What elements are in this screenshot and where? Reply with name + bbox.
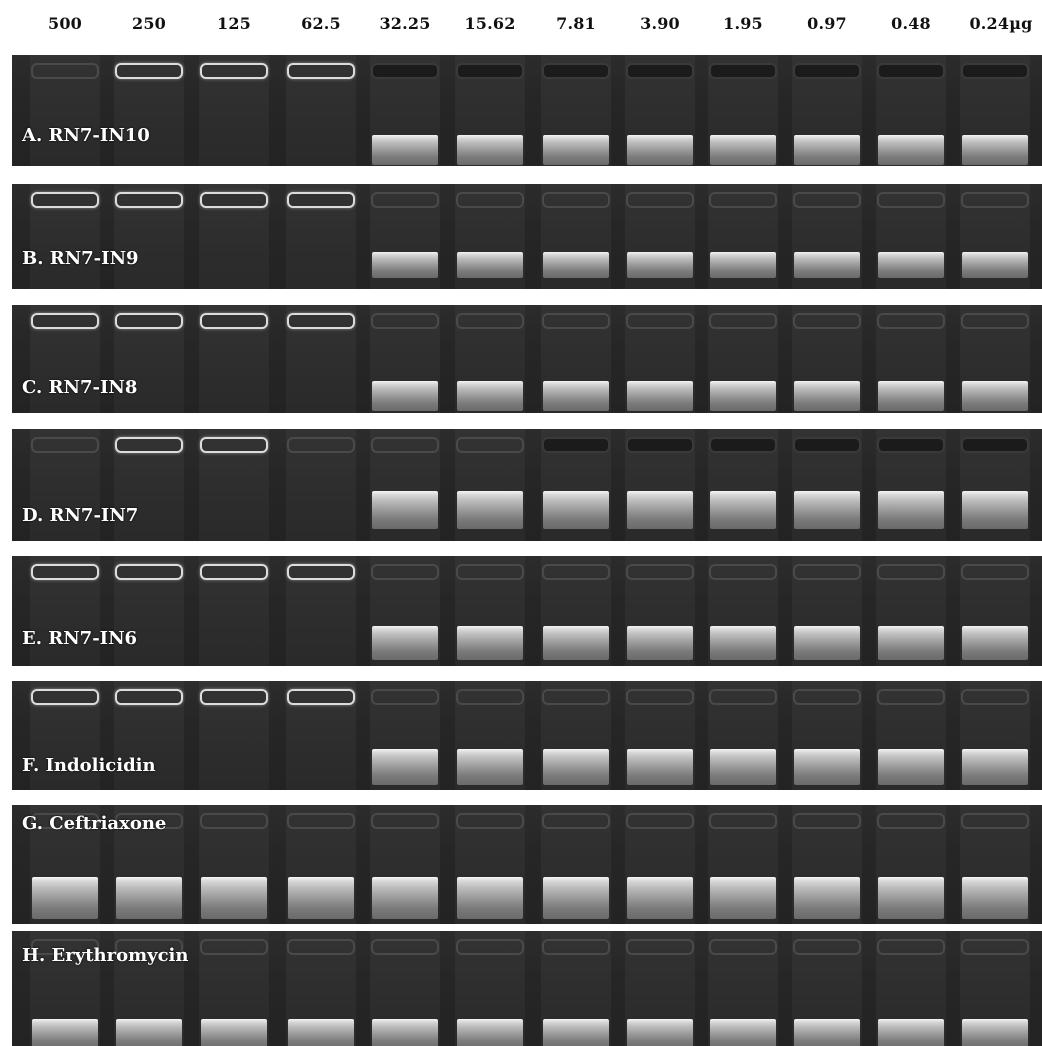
gel-panel	[12, 681, 1042, 790]
sample-well	[626, 689, 694, 705]
gel-panel	[12, 429, 1042, 541]
dna-band	[457, 135, 523, 165]
dna-band	[627, 491, 693, 529]
dna-band	[627, 135, 693, 165]
sample-well	[877, 564, 945, 580]
sample-well	[371, 437, 439, 453]
gel-panel	[12, 184, 1042, 289]
sample-well	[115, 437, 183, 453]
sample-well	[961, 689, 1029, 705]
dna-band	[794, 1019, 860, 1046]
dna-band	[794, 252, 860, 278]
dna-band	[457, 381, 523, 411]
sample-well	[961, 192, 1029, 208]
dna-band	[878, 491, 944, 529]
dna-band	[457, 252, 523, 278]
dna-band	[962, 381, 1028, 411]
sample-well	[542, 437, 610, 453]
dna-band	[794, 877, 860, 919]
sample-well	[200, 63, 268, 79]
sample-well	[793, 437, 861, 453]
sample-well	[542, 689, 610, 705]
sample-well	[542, 63, 610, 79]
sample-well	[200, 192, 268, 208]
sample-well	[456, 689, 524, 705]
sample-well	[709, 813, 777, 829]
sample-well	[961, 437, 1029, 453]
panel-label: A. RN7-IN10	[22, 125, 150, 146]
dna-band	[794, 381, 860, 411]
concentration-label: 0.24µg	[969, 14, 1033, 33]
gel-panel	[12, 805, 1042, 924]
sample-well	[371, 939, 439, 955]
dna-band	[878, 135, 944, 165]
dna-band	[372, 1019, 438, 1046]
sample-well	[877, 939, 945, 955]
dna-band	[116, 877, 182, 919]
dna-band	[962, 252, 1028, 278]
dna-band	[288, 1019, 354, 1046]
dna-band	[543, 491, 609, 529]
dna-band	[543, 135, 609, 165]
dna-band	[627, 381, 693, 411]
sample-well	[961, 813, 1029, 829]
dna-band	[710, 252, 776, 278]
sample-well	[877, 63, 945, 79]
sample-well	[877, 192, 945, 208]
sample-well	[542, 939, 610, 955]
sample-well	[371, 564, 439, 580]
dna-band	[794, 626, 860, 660]
dna-band	[543, 877, 609, 919]
dna-band	[116, 1019, 182, 1046]
dna-band	[962, 135, 1028, 165]
panel-label: F. Indolicidin	[22, 755, 156, 776]
sample-well	[287, 63, 355, 79]
dna-band	[457, 749, 523, 785]
sample-well	[200, 437, 268, 453]
sample-well	[31, 313, 99, 329]
dna-band	[710, 877, 776, 919]
dna-band	[710, 1019, 776, 1046]
sample-well	[371, 192, 439, 208]
sample-well	[115, 63, 183, 79]
concentration-label: 62.5	[301, 14, 341, 33]
dna-band	[794, 749, 860, 785]
sample-well	[793, 813, 861, 829]
sample-well	[371, 689, 439, 705]
dna-band	[878, 749, 944, 785]
dna-band	[372, 626, 438, 660]
sample-well	[709, 939, 777, 955]
dna-band	[710, 381, 776, 411]
concentration-label: 125	[217, 14, 251, 33]
sample-well	[626, 192, 694, 208]
sample-well	[287, 689, 355, 705]
sample-well	[709, 437, 777, 453]
sample-well	[709, 63, 777, 79]
sample-well	[287, 564, 355, 580]
sample-well	[793, 689, 861, 705]
dna-band	[962, 491, 1028, 529]
sample-well	[200, 313, 268, 329]
dna-band	[627, 877, 693, 919]
sample-well	[542, 813, 610, 829]
sample-well	[115, 313, 183, 329]
sample-well	[456, 313, 524, 329]
dna-band	[878, 1019, 944, 1046]
dna-band	[372, 491, 438, 529]
sample-well	[456, 813, 524, 829]
dna-band	[543, 252, 609, 278]
sample-well	[961, 313, 1029, 329]
sample-well	[200, 689, 268, 705]
sample-well	[793, 63, 861, 79]
sample-well	[456, 192, 524, 208]
concentration-label: 500	[48, 14, 82, 33]
concentration-label: 0.48	[891, 14, 931, 33]
sample-well	[287, 313, 355, 329]
sample-well	[371, 813, 439, 829]
concentration-header	[0, 0, 1042, 46]
dna-band	[710, 626, 776, 660]
dna-band	[710, 135, 776, 165]
sample-well	[961, 939, 1029, 955]
sample-well	[287, 813, 355, 829]
sample-well	[371, 63, 439, 79]
dna-band	[457, 877, 523, 919]
sample-well	[456, 63, 524, 79]
sample-well	[31, 689, 99, 705]
sample-well	[200, 939, 268, 955]
sample-well	[287, 437, 355, 453]
sample-well	[456, 437, 524, 453]
sample-well	[709, 689, 777, 705]
sample-well	[542, 313, 610, 329]
dna-band	[372, 135, 438, 165]
sample-well	[877, 313, 945, 329]
dna-band	[372, 252, 438, 278]
gel-panel	[12, 556, 1042, 666]
dna-band	[962, 877, 1028, 919]
sample-well	[542, 192, 610, 208]
panel-label: D. RN7-IN7	[22, 505, 139, 526]
sample-well	[961, 564, 1029, 580]
panel-label: H. Erythromycin	[22, 945, 189, 966]
sample-well	[115, 564, 183, 580]
sample-well	[626, 564, 694, 580]
dna-band	[878, 877, 944, 919]
sample-well	[287, 192, 355, 208]
dna-band	[543, 1019, 609, 1046]
dna-band	[710, 491, 776, 529]
dna-band	[201, 1019, 267, 1046]
dna-band	[627, 749, 693, 785]
dna-band	[32, 877, 98, 919]
sample-well	[877, 689, 945, 705]
dna-band	[372, 381, 438, 411]
sample-well	[200, 813, 268, 829]
panel-label: C. RN7-IN8	[22, 377, 138, 398]
sample-well	[115, 689, 183, 705]
sample-well	[456, 564, 524, 580]
dna-band	[457, 491, 523, 529]
sample-well	[877, 813, 945, 829]
sample-well	[793, 313, 861, 329]
dna-band	[543, 749, 609, 785]
dna-band	[372, 749, 438, 785]
dna-band	[543, 381, 609, 411]
sample-well	[626, 813, 694, 829]
sample-well	[287, 939, 355, 955]
sample-well	[877, 437, 945, 453]
panel-label: G. Ceftriaxone	[22, 813, 167, 834]
sample-well	[31, 437, 99, 453]
sample-well	[31, 564, 99, 580]
sample-well	[709, 564, 777, 580]
sample-well	[626, 939, 694, 955]
sample-well	[793, 192, 861, 208]
concentration-label: 0.97	[807, 14, 847, 33]
sample-well	[961, 63, 1029, 79]
dna-band	[288, 877, 354, 919]
concentration-label: 1.95	[723, 14, 763, 33]
concentration-label: 3.90	[640, 14, 680, 33]
concentration-label: 15.62	[464, 14, 516, 33]
gel-panel	[12, 931, 1042, 1046]
sample-well	[793, 939, 861, 955]
dna-band	[878, 381, 944, 411]
gel-panel	[12, 305, 1042, 413]
dna-band	[962, 1019, 1028, 1046]
dna-band	[962, 626, 1028, 660]
dna-band	[878, 626, 944, 660]
concentration-label: 32.25	[379, 14, 431, 33]
sample-well	[31, 192, 99, 208]
dna-band	[543, 626, 609, 660]
concentration-label: 7.81	[556, 14, 596, 33]
sample-well	[626, 63, 694, 79]
sample-well	[456, 939, 524, 955]
dna-band	[627, 626, 693, 660]
dna-band	[201, 877, 267, 919]
dna-band	[627, 252, 693, 278]
dna-band	[457, 626, 523, 660]
dna-band	[372, 877, 438, 919]
sample-well	[626, 313, 694, 329]
dna-band	[794, 135, 860, 165]
dna-band	[794, 491, 860, 529]
sample-well	[793, 564, 861, 580]
dna-band	[457, 1019, 523, 1046]
gel-panel	[12, 55, 1042, 166]
sample-well	[542, 564, 610, 580]
concentration-label: 250	[132, 14, 166, 33]
sample-well	[371, 313, 439, 329]
sample-well	[626, 437, 694, 453]
sample-well	[709, 313, 777, 329]
sample-well	[115, 192, 183, 208]
panel-label: B. RN7-IN9	[22, 248, 139, 269]
panel-label: E. RN7-IN6	[22, 628, 138, 649]
sample-well	[31, 63, 99, 79]
dna-band	[962, 749, 1028, 785]
sample-well	[200, 564, 268, 580]
dna-band	[710, 749, 776, 785]
dna-band	[878, 252, 944, 278]
dna-band	[32, 1019, 98, 1046]
dna-band	[627, 1019, 693, 1046]
sample-well	[709, 192, 777, 208]
